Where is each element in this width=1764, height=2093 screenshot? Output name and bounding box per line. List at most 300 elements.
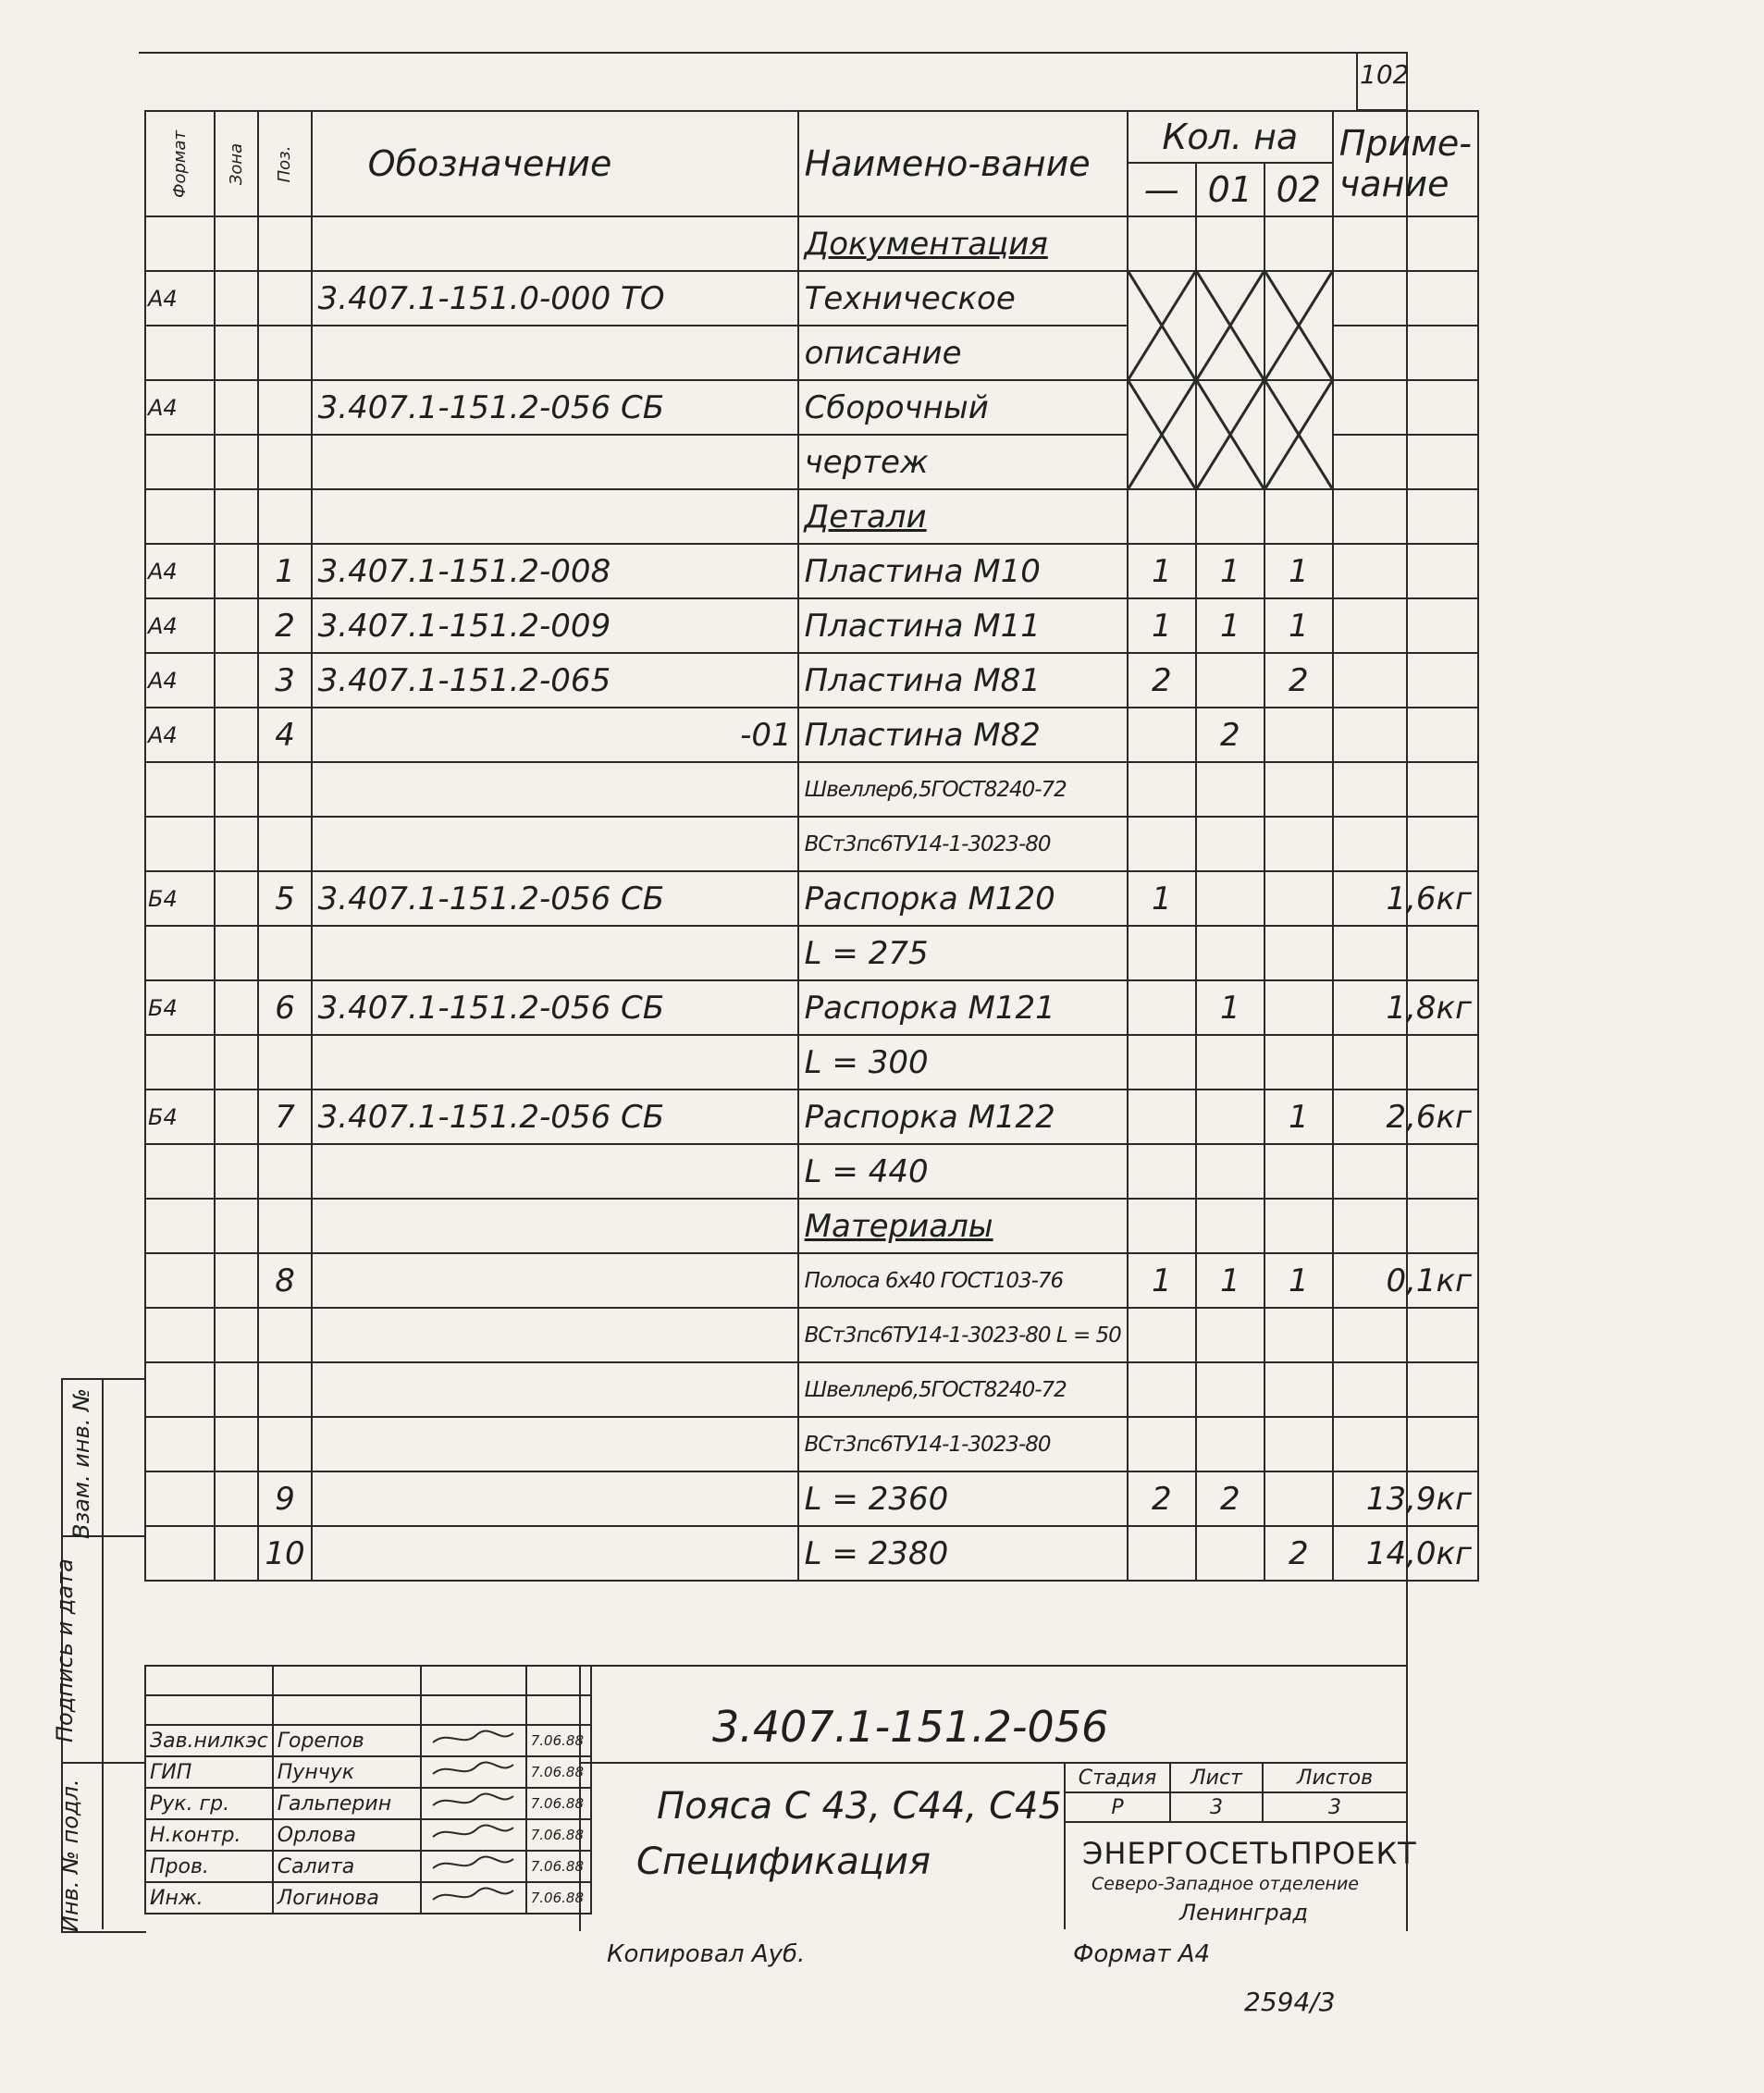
spec-name: ВСт3пс6ТУ14-1-3023-80 L = 50 [798,1308,1128,1362]
header-pos: Поз. [258,111,311,216]
title-line-2: Спецификация [636,1841,931,1883]
spec-qty-2 [1264,1417,1333,1471]
spec-row [145,271,1478,326]
signer-date: 7.06.88 [526,1725,591,1756]
spec-zone [215,1417,258,1471]
signature-mark [426,1883,518,1907]
spec-qty-2 [1264,1308,1333,1362]
spec-name: ВСт3пс6ТУ14-1-3023-80 [798,1417,1128,1471]
spec-qty-0 [1128,380,1196,489]
spec-format: А4 [145,380,215,435]
spec-zone [215,708,258,762]
spec-pos [258,817,311,871]
cross-mark [1197,381,1264,488]
footer-number: 2594/3 [1244,1987,1336,2017]
spec-qty-1 [1196,1035,1264,1090]
spec-format [145,1035,215,1090]
org-city: Ленинград [1179,1900,1308,1926]
spec-format: А4 [145,653,215,708]
header-qty [1128,111,1333,216]
spec-note [1333,1199,1478,1253]
spec-zone [215,216,258,271]
spec-designation [312,926,798,980]
specification-table [144,110,1479,1582]
spec-qty-0 [1128,1526,1196,1581]
spec-qty-1: 1 [1196,1253,1264,1308]
spec-qty-1 [1196,1526,1264,1581]
spec-qty-1 [1196,1308,1264,1362]
spec-note [1333,1308,1478,1362]
spec-note: 13,9кг [1333,1471,1478,1526]
spec-qty-0: 1 [1128,544,1196,598]
spec-designation [312,1308,798,1362]
spec-note [1333,1417,1478,1471]
sheet-label: Лист [1170,1763,1263,1792]
signer-row [145,1819,591,1851]
spec-qty-0 [1128,489,1196,544]
spec-qty-0 [1128,271,1196,380]
spec-row [145,708,1478,762]
side-label-inv: Инв. № подл. [57,1779,83,1932]
spec-format [145,1362,215,1417]
spec-zone [215,1526,258,1581]
signer-signature [421,1788,526,1819]
spec-name: Пластина М10 [798,544,1128,598]
spec-qty-2: 1 [1264,1090,1333,1144]
title-designation: 3.407.1-151.2-056 [712,1702,1109,1752]
spec-qty-2 [1264,216,1333,271]
spec-qty-1 [1196,1144,1264,1199]
spec-zone [215,489,258,544]
spec-row [145,1471,1478,1526]
signature-mark [426,1757,518,1781]
spec-row [145,216,1478,271]
stage-table [1064,1762,1408,1823]
spec-pos [258,216,311,271]
spec-qty-0 [1128,926,1196,980]
spec-zone [215,1035,258,1090]
spec-format: Б4 [145,1090,215,1144]
signer-role: Рук. гр. [145,1788,273,1819]
spec-pos [258,435,311,489]
spec-qty-0 [1128,1144,1196,1199]
spec-name: описание [798,326,1128,380]
spec-pos: 7 [258,1090,311,1144]
signer-role: Н.контр. [145,1819,273,1851]
signer-signature [421,1882,526,1914]
spec-zone [215,980,258,1035]
spec-designation [312,1362,798,1417]
spec-pos [258,1035,311,1090]
spec-format [145,926,215,980]
spec-qty-0 [1128,762,1196,817]
spec-designation [312,762,798,817]
spec-note: 14,0кг [1333,1526,1478,1581]
spec-qty-2 [1264,1144,1333,1199]
header-qty-label: Кол. на [1129,112,1332,164]
spec-qty-2 [1264,489,1333,544]
signer-date: 7.06.88 [526,1851,591,1882]
spec-format: Б4 [145,980,215,1035]
header-row [145,111,1478,216]
spec-format: А4 [145,544,215,598]
header-name: Наимено-вание [798,111,1128,216]
spec-format [145,489,215,544]
spec-pos: 5 [258,871,311,926]
spec-name: L = 2380 [798,1526,1128,1581]
spec-qty-1 [1196,1362,1264,1417]
signer-signature [421,1725,526,1756]
spec-qty-2: 1 [1264,544,1333,598]
spec-format [145,326,215,380]
spec-format: А4 [145,271,215,326]
spec-format: А4 [145,708,215,762]
spec-qty-1 [1196,271,1264,380]
spec-qty-0 [1128,1035,1196,1090]
spec-pos: 8 [258,1253,311,1308]
spec-name: Распорка М121 [798,980,1128,1035]
sheets-value: 3 [1263,1792,1407,1822]
spec-qty-2 [1264,1199,1333,1253]
spec-zone [215,1144,258,1199]
signer-signature [421,1756,526,1788]
spec-qty-1 [1196,817,1264,871]
spec-name: Детали [798,489,1128,544]
spec-row [145,1090,1478,1144]
spec-qty-0 [1128,817,1196,871]
spec-pos [258,326,311,380]
signature-mark [426,1726,518,1750]
spec-name: Пластина М11 [798,598,1128,653]
spec-zone [215,380,258,435]
spec-pos: 3 [258,653,311,708]
spec-row [145,598,1478,653]
signer-role: ГИП [145,1756,273,1788]
spec-designation: -01 [312,708,798,762]
spec-qty-2 [1264,871,1333,926]
spec-designation [312,435,798,489]
spec-name: Швеллер6,5ГОСТ8240-72 [798,1362,1128,1417]
spec-name: Документация [798,216,1128,271]
spec-row [145,1144,1478,1199]
spec-note [1333,598,1478,653]
cross-mark [1265,272,1332,379]
spec-designation [312,1035,798,1090]
spec-qty-1 [1196,653,1264,708]
spec-format [145,1471,215,1526]
spec-pos: 10 [258,1526,311,1581]
spec-name: Пластина М82 [798,708,1128,762]
title-line-1: Пояса С 43, С44, С45 [657,1785,1062,1828]
spec-pos [258,271,311,326]
spec-pos [258,1199,311,1253]
spec-note [1333,817,1478,871]
signature-mark [426,1820,518,1844]
spec-name: L = 2360 [798,1471,1128,1526]
signer-name: Пунчук [273,1756,421,1788]
spec-note [1333,653,1478,708]
header-qty-col-0: — [1129,164,1197,215]
spec-designation [312,1199,798,1253]
spec-qty-1 [1196,926,1264,980]
spec-format [145,817,215,871]
footer-copied: Копировал Ауб. [607,1940,806,1968]
spec-qty-2 [1264,271,1333,380]
spec-row [145,871,1478,926]
spec-zone [215,1090,258,1144]
spec-qty-0: 1 [1128,1253,1196,1308]
spec-name: Распорка М120 [798,871,1128,926]
spec-note: 1,6кг [1333,871,1478,926]
spec-name: ВСт3пс6ТУ14-1-3023-80 [798,817,1128,871]
spec-row [145,380,1478,435]
spec-qty-2 [1264,1035,1333,1090]
signer-role: Зав.нилкэс [145,1725,273,1756]
spec-qty-1 [1196,216,1264,271]
spec-qty-0 [1128,1199,1196,1253]
spec-zone [215,817,258,871]
spec-pos: 6 [258,980,311,1035]
spec-name: чертеж [798,435,1128,489]
sheet-value: 3 [1170,1792,1263,1822]
spec-row [145,544,1478,598]
spec-row [145,762,1478,817]
spec-qty-1 [1196,1199,1264,1253]
spec-note [1333,216,1478,271]
spec-designation: 3.407.1-151.2-009 [312,598,798,653]
spec-qty-1: 2 [1196,1471,1264,1526]
signer-date: 7.06.88 [526,1788,591,1819]
spec-zone [215,762,258,817]
spec-zone [215,653,258,708]
stage-value: Р [1065,1792,1170,1822]
spec-row [145,1253,1478,1308]
spec-qty-0: 1 [1128,871,1196,926]
spec-designation [312,1144,798,1199]
spec-qty-2: 2 [1264,653,1333,708]
spec-designation [312,489,798,544]
header-qty-col-2: 02 [1276,169,1321,210]
spec-qty-0: 1 [1128,598,1196,653]
spec-qty-2: 1 [1264,1253,1333,1308]
header-format: Формат [145,111,215,216]
spec-row [145,489,1478,544]
spec-format [145,762,215,817]
cross-mark [1265,381,1332,488]
header-note: Приме-чание [1333,111,1478,216]
spec-qty-2 [1264,762,1333,817]
spec-pos: 9 [258,1471,311,1526]
side-label-vzam: Взам. инв. № [68,1388,94,1539]
spec-name: L = 275 [798,926,1128,980]
spec-qty-0 [1128,708,1196,762]
side-inner-line [102,1378,104,1929]
signer-name: Салита [273,1851,421,1882]
signer-row [145,1851,591,1882]
spec-format: А4 [145,598,215,653]
spec-designation [312,1253,798,1308]
spec-name: L = 300 [798,1035,1128,1090]
spec-qty-1: 2 [1196,708,1264,762]
spec-format [145,435,215,489]
spec-name: Пластина М81 [798,653,1128,708]
signer-row [145,1788,591,1819]
spec-qty-1: 1 [1196,598,1264,653]
cross-mark [1129,272,1195,379]
spec-note [1333,926,1478,980]
spec-pos [258,1144,311,1199]
spec-qty-0 [1128,980,1196,1035]
sheet-number: 102 [1360,59,1410,90]
signer-date: 7.06.88 [526,1756,591,1788]
spec-zone [215,435,258,489]
signer-name: Горепов [273,1725,421,1756]
signers-table [144,1665,592,1914]
spec-designation [312,1417,798,1471]
side-label-podpis: Подпись и дата [52,1558,78,1742]
spec-qty-2 [1264,817,1333,871]
signer-signature [421,1851,526,1882]
spec-name: Сборочный [798,380,1128,435]
spec-pos: 2 [258,598,311,653]
spec-zone [215,1308,258,1362]
spec-qty-2 [1264,380,1333,489]
spec-name: Распорка М122 [798,1090,1128,1144]
spec-zone [215,271,258,326]
spec-qty-1 [1196,489,1264,544]
spec-note: 2,6кг [1333,1090,1478,1144]
signer-name: Гальперин [273,1788,421,1819]
spec-qty-2 [1264,980,1333,1035]
spec-pos: 1 [258,544,311,598]
spec-row [145,653,1478,708]
spec-zone [215,544,258,598]
signer-date: 7.06.88 [526,1819,591,1851]
spec-row [145,1526,1478,1581]
spec-name: Материалы [798,1199,1128,1253]
spec-designation [312,216,798,271]
spec-zone [215,326,258,380]
spec-qty-0: 2 [1128,653,1196,708]
spec-note [1333,326,1478,380]
spec-pos [258,1417,311,1471]
spec-zone [215,926,258,980]
spec-note [1333,762,1478,817]
spec-qty-1 [1196,871,1264,926]
signer-row [145,1725,591,1756]
spec-format [145,216,215,271]
spec-qty-1: 1 [1196,544,1264,598]
spec-row [145,1417,1478,1471]
spec-qty-0 [1128,1308,1196,1362]
spec-designation: 3.407.1-151.2-056 СБ [312,871,798,926]
spec-zone [215,1253,258,1308]
spec-qty-2: 1 [1264,598,1333,653]
signer-date: 7.06.88 [526,1882,591,1914]
spec-zone [215,871,258,926]
header-zone: Зона [215,111,258,216]
spec-qty-0: 2 [1128,1471,1196,1526]
spec-note [1333,489,1478,544]
spec-qty-1 [1196,762,1264,817]
spec-note [1333,708,1478,762]
spec-designation [312,817,798,871]
spec-designation: 3.407.1-151.2-056 СБ [312,980,798,1035]
spec-name: L = 440 [798,1144,1128,1199]
spec-qty-2: 2 [1264,1526,1333,1581]
spec-designation [312,1471,798,1526]
spec-pos [258,1362,311,1417]
spec-format [145,1526,215,1581]
spec-pos: 4 [258,708,311,762]
spec-qty-0 [1128,216,1196,271]
spec-designation: 3.407.1-151.2-056 СБ [312,380,798,435]
spec-note [1333,544,1478,598]
spec-designation [312,326,798,380]
header-qty-col-1: 01 [1197,164,1265,215]
spec-qty-2 [1264,926,1333,980]
spec-zone [215,598,258,653]
spec-note: 0,1кг [1333,1253,1478,1308]
spec-note [1333,1035,1478,1090]
spec-row [145,817,1478,871]
sheets-label: Листов [1263,1763,1407,1792]
spec-format [145,1417,215,1471]
signer-signature [421,1819,526,1851]
signature-mark [426,1789,518,1813]
spec-designation: 3.407.1-151.2-065 [312,653,798,708]
spec-row [145,980,1478,1035]
spec-zone [215,1362,258,1417]
spec-format [145,1308,215,1362]
spec-row [145,1362,1478,1417]
spec-designation: 3.407.1-151.2-056 СБ [312,1090,798,1144]
spec-qty-1 [1196,380,1264,489]
spec-qty-2 [1264,1471,1333,1526]
spec-designation [312,1526,798,1581]
org-sub: Северо-Западное отделение [1092,1874,1359,1894]
spec-zone [215,1471,258,1526]
spec-pos [258,1308,311,1362]
spec-format: Б4 [145,871,215,926]
spec-pos [258,926,311,980]
spec-row [145,926,1478,980]
spec-note [1333,271,1478,326]
signer-row [145,1882,591,1914]
header-designation: Обозначение [312,111,798,216]
signer-role: Инж. [145,1882,273,1914]
spec-note [1333,1144,1478,1199]
signer-role: Пров. [145,1851,273,1882]
spec-row [145,1035,1478,1090]
spec-qty-2 [1264,708,1333,762]
spec-row [145,1308,1478,1362]
spec-pos [258,762,311,817]
spec-qty-0 [1128,1362,1196,1417]
spec-zone [215,1199,258,1253]
spec-pos [258,489,311,544]
spec-qty-1: 1 [1196,980,1264,1035]
spec-designation: 3.407.1-151.0-000 ТО [312,271,798,326]
spec-qty-1 [1196,1417,1264,1471]
spec-name: Полоса 6х40 ГОСТ103-76 [798,1253,1128,1308]
spec-format [145,1144,215,1199]
spec-designation: 3.407.1-151.2-008 [312,544,798,598]
signature-mark [426,1852,518,1876]
spec-name: Швеллер6,5ГОСТ8240-72 [798,762,1128,817]
spec-note [1333,1362,1478,1417]
spec-note: 1,8кг [1333,980,1478,1035]
